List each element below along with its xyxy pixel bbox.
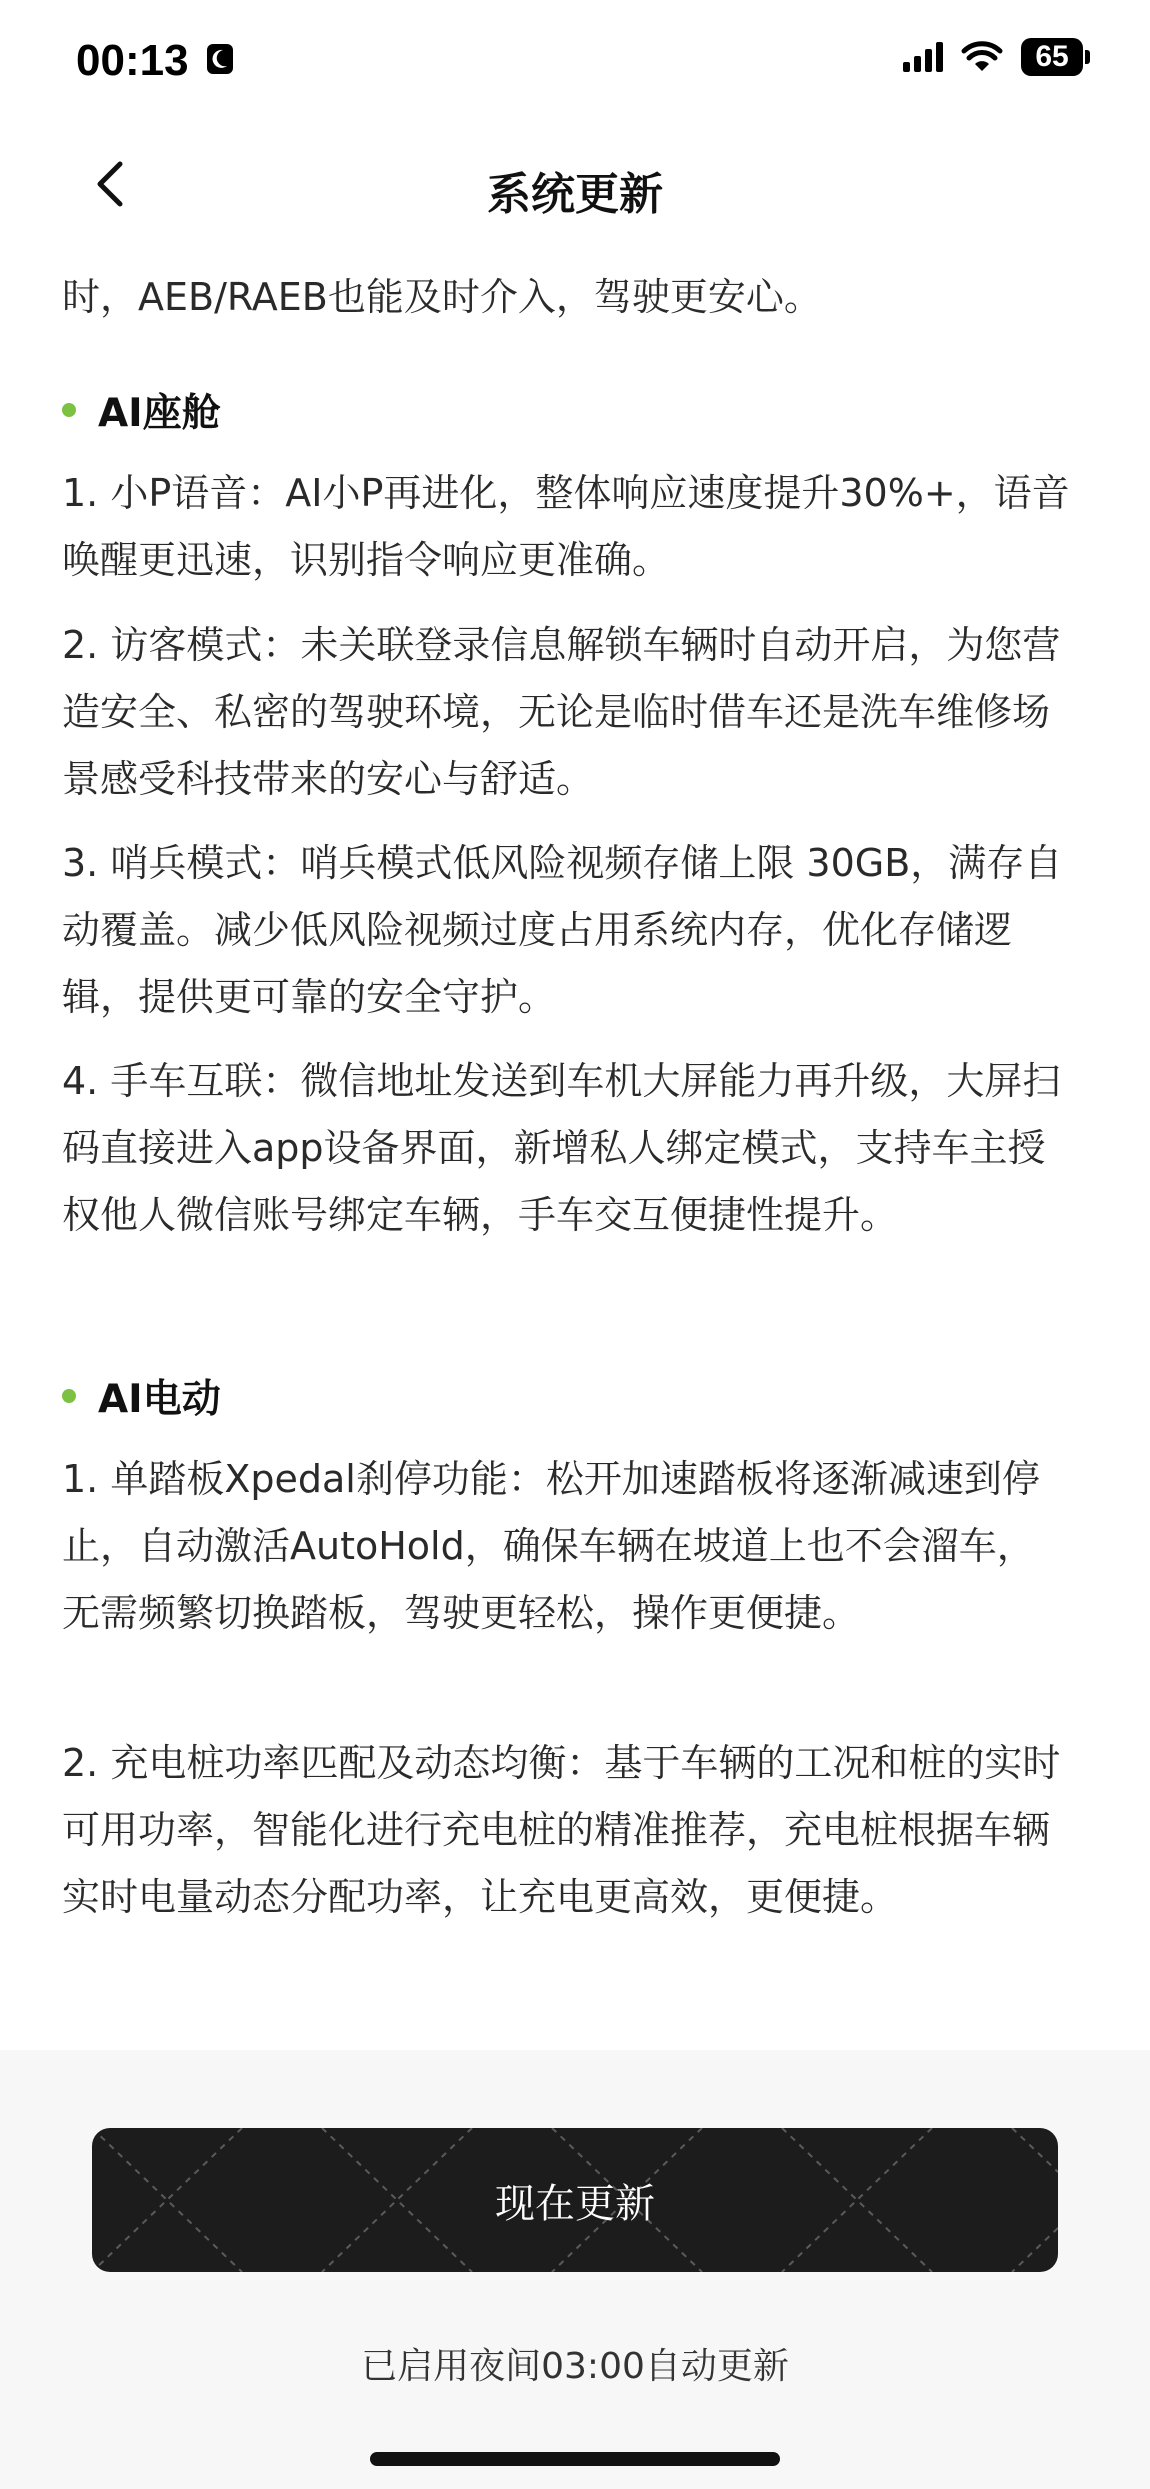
update-now-label: 现在更新 <box>495 2181 655 2226</box>
home-indicator <box>370 2452 780 2466</box>
section-title: AI座舱 <box>98 391 221 436</box>
focus-moon-icon <box>205 42 235 76</box>
bullet-dot <box>62 403 76 417</box>
section-heading-ai-electric <box>62 1368 221 1424</box>
status-time: 00:13 <box>76 36 189 85</box>
battery-indicator: 65 <box>1021 38 1083 76</box>
battery-tip <box>1085 50 1090 64</box>
release-notes <box>62 226 1072 2026</box>
section-title: AI电动 <box>98 1377 221 1422</box>
update-now-button[interactable] <box>92 2128 1058 2272</box>
note-item: 1. 单踏板Xpedal刹停功能：松开加速踏板将逐渐减速到停止，自动激活AutoHold，确保车辆在坡道上也不会溜车，无需频繁切换踏板，驾驶更轻松，操作更便捷。 <box>62 1457 1040 1635</box>
signal-icon <box>903 42 943 72</box>
note-item: 3. 哨兵模式：哨兵模式低风险视频存储上限 30GB，满存自动覆盖。减少低风险视频过度占用系统内存，优化存储逻辑，提供更可靠的安全守护。 <box>62 841 1063 1019</box>
note-item: 2. 访客模式：未关联登录信息解锁车辆时自动开启，为您营造安全、私密的驾驶环境，无论是临时借车还是洗车维修场景感受科技带来的安心与舒适。 <box>62 623 1061 801</box>
note-item: 4. 手车互联：微信地址发送到车机大屏能力再升级，大屏扫码直接进入app设备界面，新增私人绑定模式，支持车主授权他人微信账号绑定车辆，手车交互便捷性提升。 <box>62 1059 1061 1237</box>
status-icons <box>903 38 1090 76</box>
status-bar <box>0 0 1150 130</box>
bullet-dot <box>62 1389 76 1403</box>
page-title: 系统更新 <box>487 169 663 220</box>
auto-update-note: 已启用夜间03:00自动更新 <box>361 2346 789 2387</box>
wifi-icon <box>961 41 1003 73</box>
partial-line: 时，AEB/RAEB也能及时介入，驾驶更安心。 <box>62 275 822 319</box>
section-heading-ai-cabin <box>62 382 221 438</box>
note-item: 2. 充电桩功率匹配及动态均衡：基于车辆的工况和桩的实时可用功率，智能化进行充电桩的精准推荐，充电桩根据车辆实时电量动态分配功率，让充电更高效，更便捷。 <box>62 1741 1061 1919</box>
note-item: 1. 小P语音：AI小P再进化，整体响应速度提升30%+，语音唤醒更迅速，识别指令响应更准确。 <box>62 471 1070 582</box>
navigation-bar <box>0 140 1150 230</box>
